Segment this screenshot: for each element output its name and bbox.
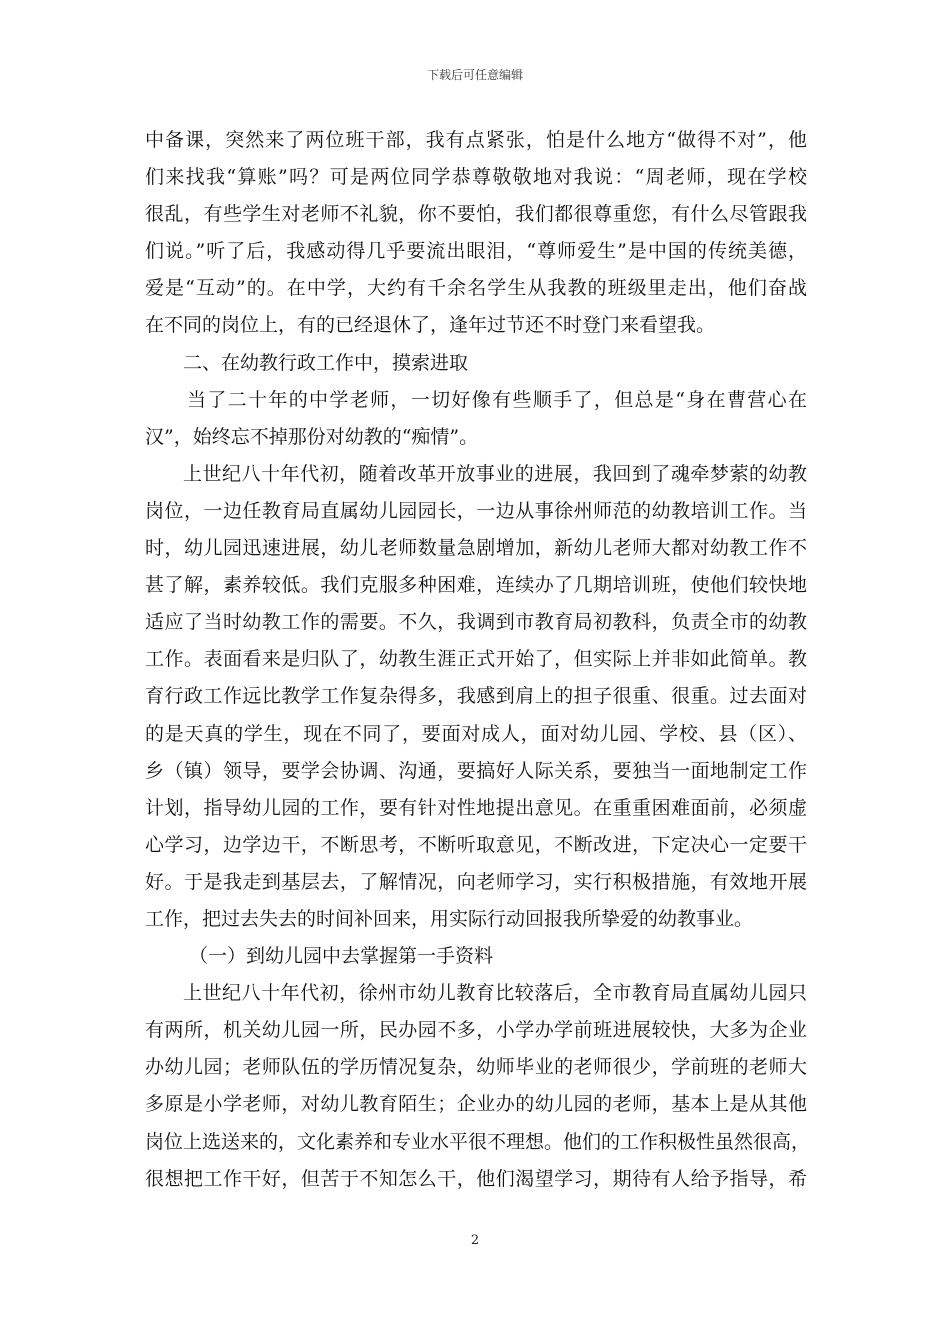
body-line: 汉”，始终忘不掉那份对幼教的“痴情”。 (145, 425, 479, 448)
body-line: 乡（镇）领导，要学会协调、沟通，要搞好人际关系，要独当一面地制定工作 (145, 759, 807, 782)
body-line: 很乱，有些学生对老师不礼貌，你不要怕，我们都很尊重您，有什么尽管跟我 (145, 203, 807, 226)
page-number: 2 (470, 1233, 480, 1248)
page-header: 下载后可任意编辑 (426, 68, 523, 82)
section-heading: 二、在幼教行政工作中，摸索进取 (183, 351, 469, 374)
body-line: 岗位上选送来的，文化素养和专业水平很不理想。他们的工作积极性虽然很高， (145, 1130, 811, 1153)
body-line: 有两所，机关幼儿园一所，民办园不多，小学办学前班进展较快，大多为企业 (145, 1019, 807, 1042)
body-line: 中备课，突然来了两位班干部，我有点紧张，怕是什么地方“做得不对”，他 (145, 129, 807, 151)
body-line: 上世纪八十年代初，徐州市幼儿教育比较落后，全市教育局直属幼儿园只 (183, 982, 807, 1005)
body-line: 爱是“互动”的。在中学，大约有千余名学生从我教的班级里走出，他们奋战 (145, 277, 807, 300)
body-line: 工作。表面看来是归队了，幼教生涯正式开始了，但实际上并非如此简单。教 (145, 648, 807, 671)
body-line: 岗位，一边任教育局直属幼儿园园长，一边从事徐州师范的幼教培训工作。当 (145, 499, 807, 522)
body-line: 育行政工作远比教学工作复杂得多，我感到肩上的担子很重、很重。过去面对 (145, 685, 807, 708)
body-line: 们来找我“算账”吗？可是两位同学恭尊敬敬地对我说：“周老师，现在学校 (145, 166, 807, 189)
body-line: 工作，把过去失去的时间补回来，用实际行动回报我所挚爱的幼教事业。 (145, 907, 754, 930)
body-line: 的是天真的学生，现在不同了，要面对成人，面对幼儿园、学校、县（区）、 (145, 722, 807, 745)
body-line: 办幼儿园；老师队伍的学历情况复杂，幼师毕业的老师很少，学前班的老师大 (145, 1056, 807, 1079)
body-line: 当了二十年的中学老师，一切好像有些顺手了，但总是“身在曹营心在 (187, 388, 807, 411)
body-line: 很想把工作干好，但苦于不知怎么干，他们渴望学习，期待有人给予指导，希 (145, 1167, 807, 1190)
body-line: 们说。”听了后，我感动得几乎要流出眼泪，“尊师爱生”是中国的传统美德， (145, 240, 807, 263)
body-line: 上世纪八十年代初，随着改革开放事业的进展，我回到了魂牵梦萦的幼教 (183, 462, 807, 485)
body-line: 好。于是我走到基层去，了解情况，向老师学习，实行积极措施，有效地开展 (145, 870, 807, 893)
body-line: 时，幼儿园迅速进展，幼儿老师数量急剧增加，新幼儿老师大都对幼教工作不 (145, 537, 807, 560)
body-line: 甚了解，素养较低。我们克服多种困难，连续办了几期培训班，使他们较快地 (145, 574, 807, 597)
body-line: 计划，指导幼儿园的工作，要有针对性地提出意见。在重重困难面前，必须虚 (145, 796, 807, 819)
body-line: 适应了当时幼教工作的需要。不久，我调到市教育局初教科，负责全市的幼教 (145, 611, 807, 634)
body-line: 多原是小学老师，对幼儿教育陌生；企业办的幼儿园的老师，基本上是从其他 (145, 1093, 807, 1116)
body-line: 心学习，边学边干，不断思考，不断听取意见，不断改进，下定决心一定要干 (145, 833, 807, 856)
body-line: 在不同的岗位上，有的已经退休了，逢年过节还不时登门来看望我。 (145, 314, 716, 337)
document-body (145, 122, 811, 1198)
subsection-heading: （一）到幼儿园中去掌握第一手资料 (189, 945, 494, 968)
